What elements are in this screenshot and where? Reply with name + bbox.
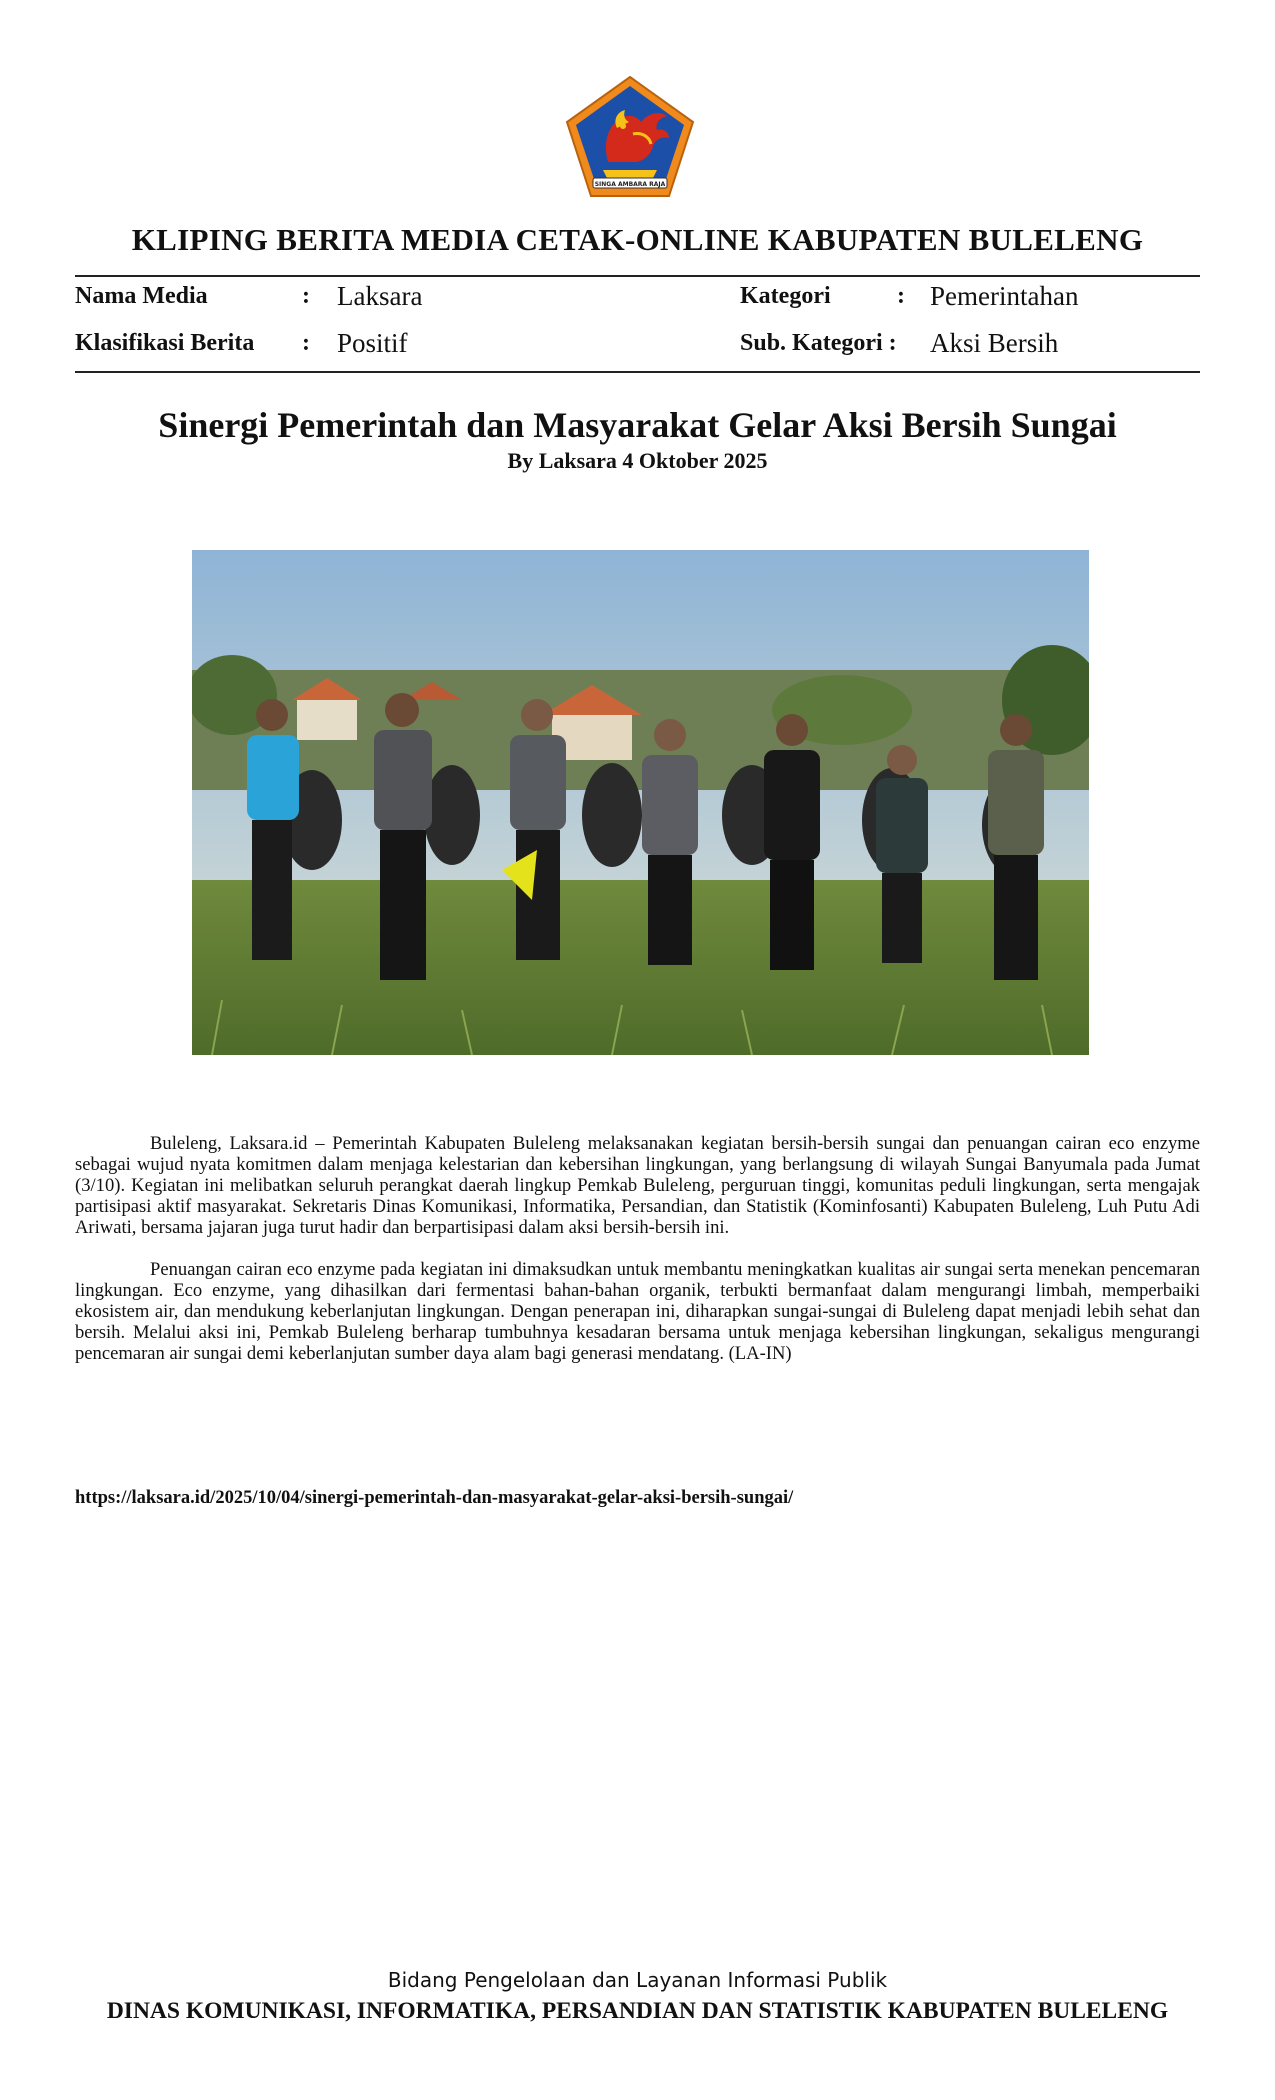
article-paragraph-2: Penuangan cairan eco enzyme pada kegiatan ini dimaksudkan untuk membantu meningkatkan kualitas air sungai serta menekan pencemaran lingkungan. Eco enzyme, yang dihasilkan dari fermentasi bahan-bahan organik, terbukti bermanfaat dalam mengurangi limbah, memperbaiki ekosistem air, dan mendukung keberlanjutan lingkungan. Dengan penerapan ini, diharapkan sungai-sungai di Buleleng dapat menjadi lebih sehat dan bersih. Melalui aksi ini, Pemkab Buleleng berharap tumbuhnya kesadaran bersama untuk menjaga kebersihan lingkungan, sekaligus mengurangi pencemaran air sungai demi keberlanjutan sumber daya alam bagi generasi mendatang. (LA-IN) xyxy=(75,1259,1200,1364)
kategori-colon: : xyxy=(897,283,905,309)
article-photo xyxy=(192,550,1089,1055)
sub-kategori-value: Aksi Bersih xyxy=(930,328,1059,358)
crest-motto-text: SINGA AMBARA RAJA xyxy=(594,181,666,188)
source-url-link[interactable]: https://laksara.id/2025/10/04/sinergi-pemerintah-dan-masyarakat-gelar-aksi-bersih-sungai/ xyxy=(75,1488,794,1508)
sub-kategori-label: Sub. Kategori : xyxy=(740,330,897,356)
klasifikasi-colon: : xyxy=(302,330,310,356)
footer-division: Bidang Pengelolaan dan Layanan Informasi Publik xyxy=(387,1968,888,1992)
footer-agency: DINAS KOMUNIKASI, INFORMATIKA, PERSANDIAN DAN STATISTIK KABUPATEN BULELENG xyxy=(106,1998,1169,2024)
nama-media-colon: : xyxy=(302,283,310,309)
nama-media-label: Nama Media xyxy=(75,283,208,309)
kategori-value: Pemerintahan xyxy=(930,281,1079,311)
kategori-label: Kategori xyxy=(740,283,831,309)
nama-media-value: Laksara xyxy=(337,281,423,311)
buleleng-crest-icon xyxy=(563,74,697,200)
article-headline: Sinergi Pemerintah dan Masyarakat Gelar Aksi Bersih Sungai xyxy=(158,405,1117,445)
article-byline: By Laksara 4 Oktober 2025 xyxy=(507,448,768,473)
header-rule-bottom xyxy=(75,371,1200,373)
article-body xyxy=(75,1133,1200,1385)
header-rule-top xyxy=(75,275,1200,277)
klasifikasi-label: Klasifikasi Berita xyxy=(75,330,255,356)
klasifikasi-value: Positif xyxy=(337,328,408,358)
document-title: KLIPING BERITA MEDIA CETAK-ONLINE KABUPATEN BULELENG xyxy=(131,222,1144,257)
article-paragraph-1: Buleleng, Laksara.id – Pemerintah Kabupaten Buleleng melaksanakan kegiatan bersih-bersih sungai dan penuangan cairan eco enzyme sebagai wujud nyata komitmen dalam menjaga kelestarian dan kebersihan lingkungan, yang berlangsung di wilayah Sungai Banyumala pada Jumat (3/10). Kegiatan ini melibatkan seluruh perangkat daerah lingkup Pemkab Buleleng, perguruan tinggi, komunitas peduli lingkungan, serta mengajak partisipasi aktif masyarakat. Sekretaris Dinas Komunikasi, Informatika, Persandian, dan Statistik (Kominfosanti) Kabupaten Buleleng, Luh Putu Adi Ariwati, bersama jajaran juga turut hadir dan berpartisipasi dalam aksi bersih-bersih ini. xyxy=(75,1133,1200,1238)
